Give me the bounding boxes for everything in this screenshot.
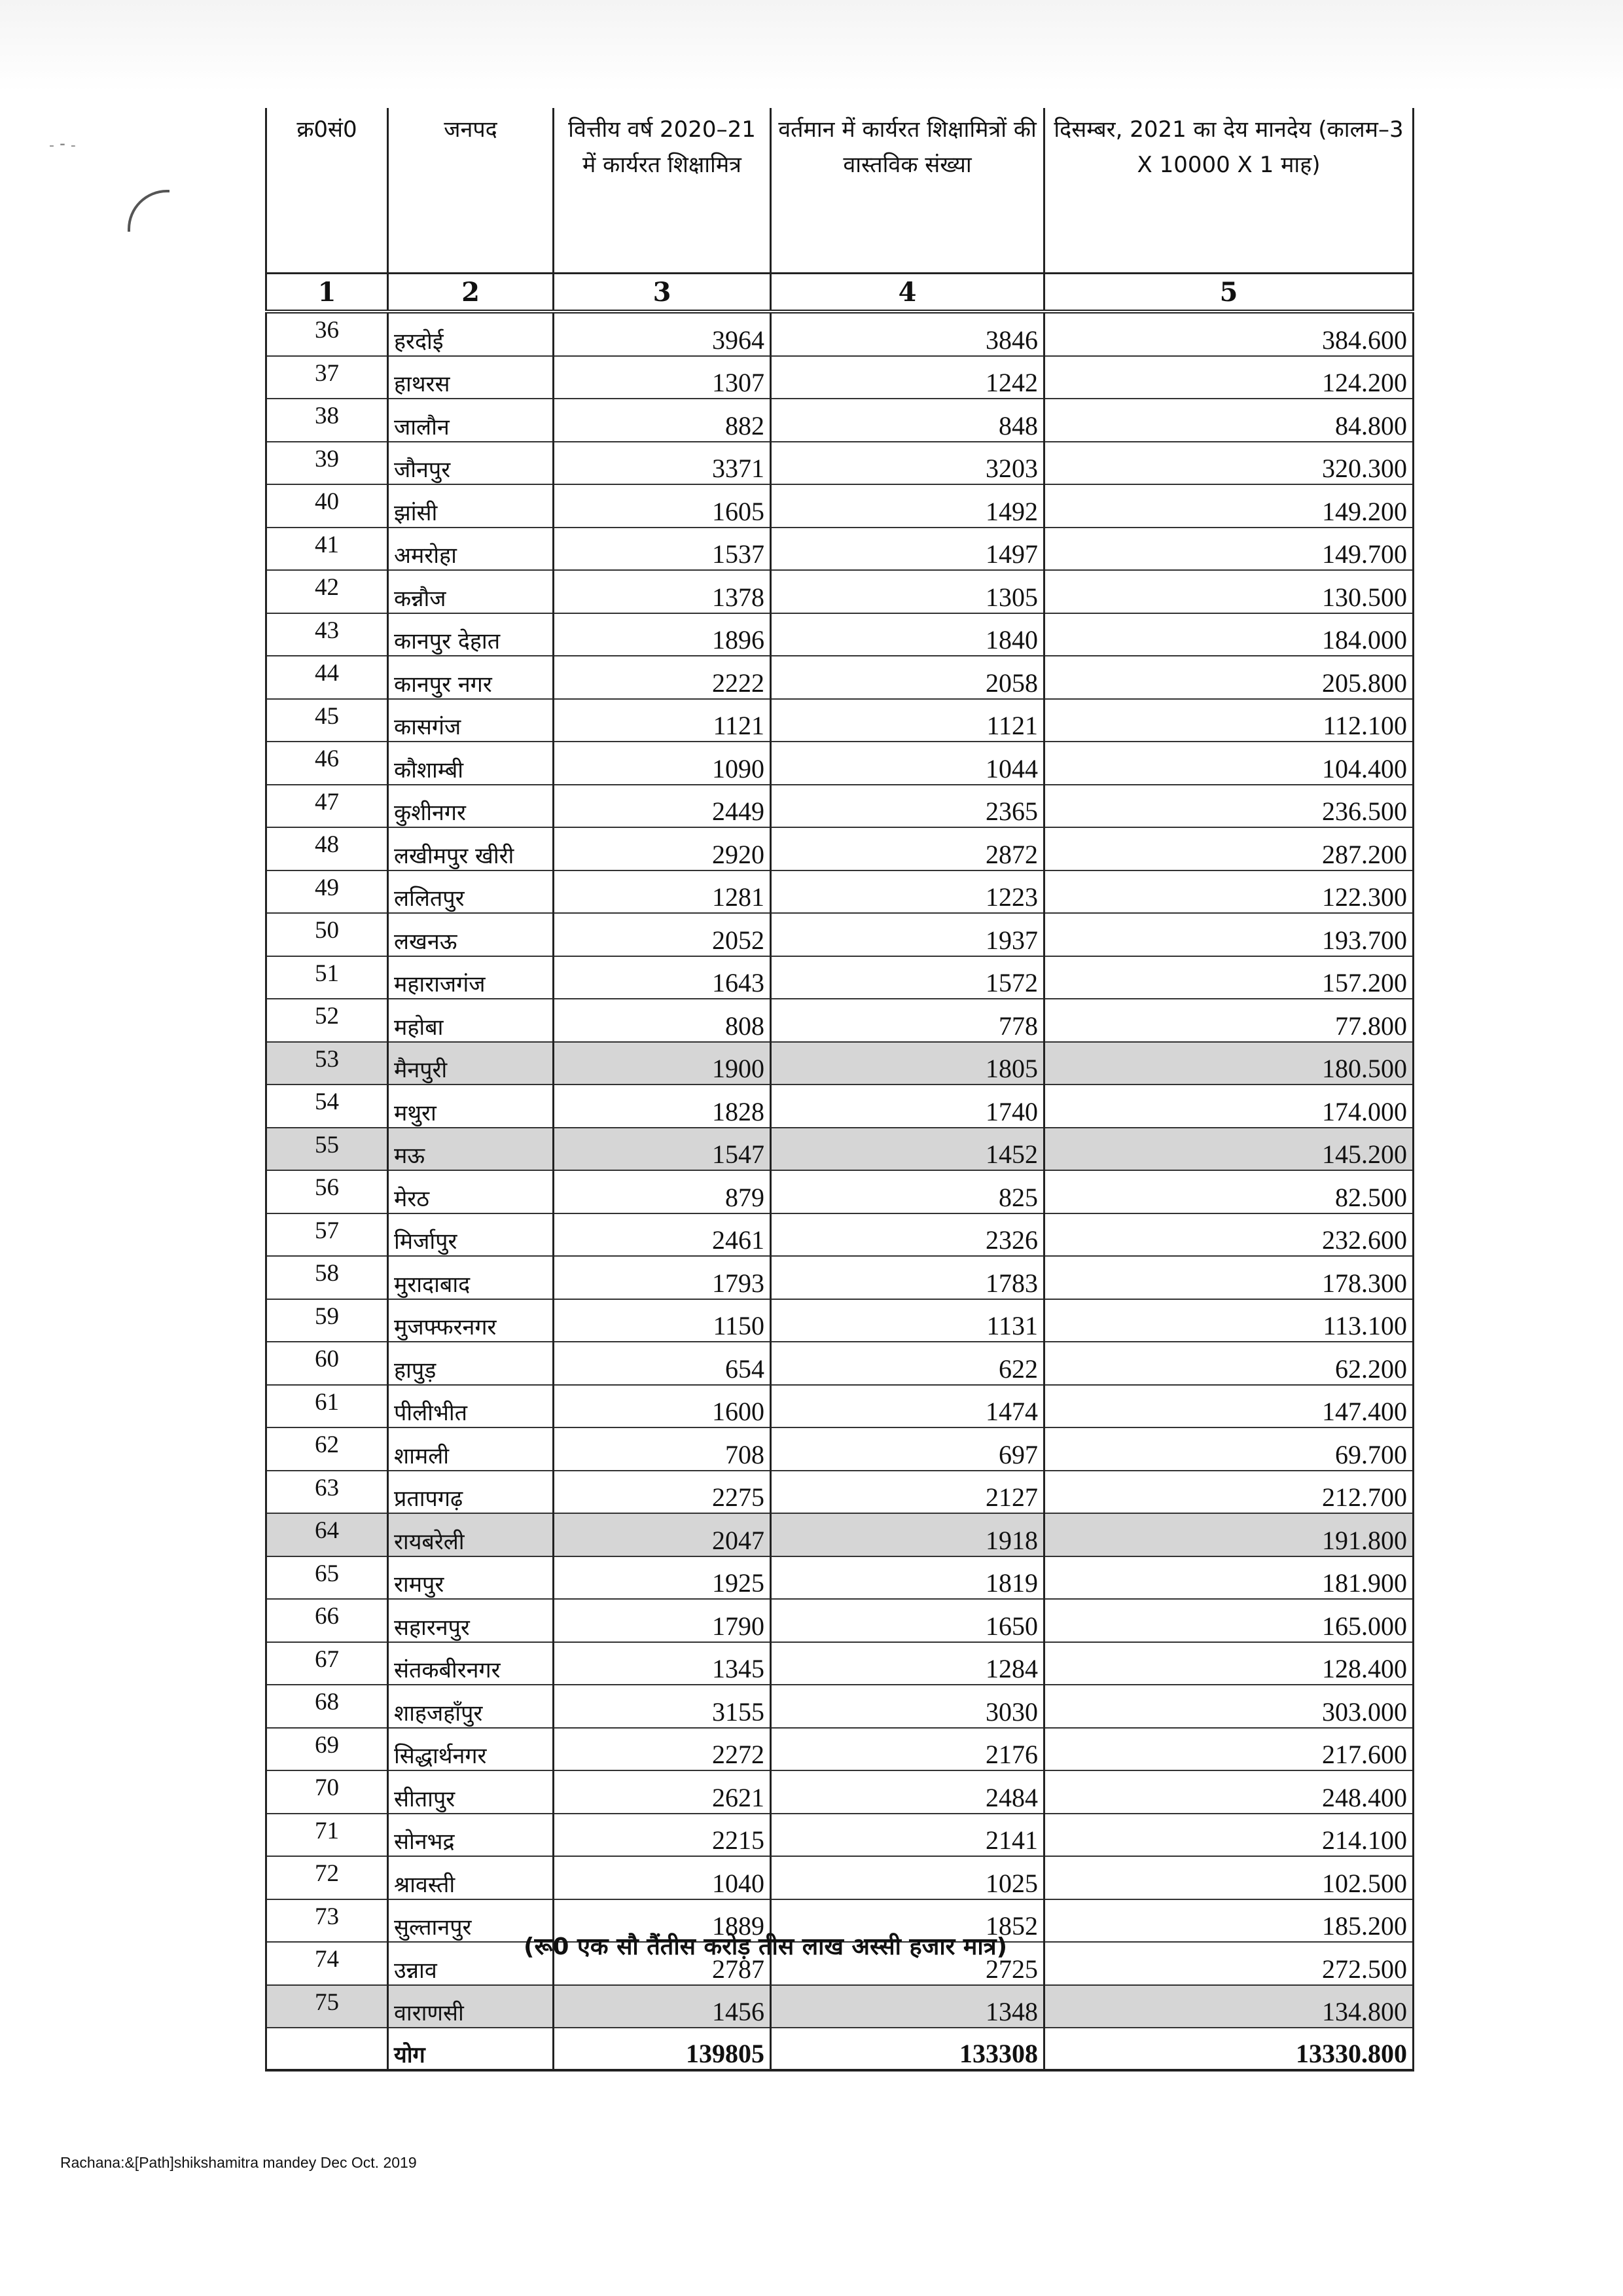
table-row bbox=[266, 1770, 1414, 1814]
fy-2020-21-cell: 2222 bbox=[554, 656, 771, 699]
district-cell: हापुड़ bbox=[388, 1342, 554, 1385]
table-row bbox=[266, 1685, 1414, 1728]
fy-2020-21-cell: 2787 bbox=[554, 1942, 771, 1985]
header-serial-no: क्र0सं0 bbox=[266, 108, 388, 274]
current-count-cell: 1918 bbox=[771, 1513, 1044, 1556]
current-count-cell: 1740 bbox=[771, 1085, 1044, 1128]
serial-no-cell: 55 bbox=[266, 1128, 388, 1171]
district-cell: महाराजगंज bbox=[388, 956, 554, 999]
amount-in-words: (रू0 एक सौ तैंतीस करोड़ तीस लाख अस्सी हजार मात्र) bbox=[524, 1933, 1008, 1960]
serial-no-cell: 56 bbox=[266, 1170, 388, 1213]
honorarium-cell: 232.600 bbox=[1044, 1213, 1414, 1257]
district-cell: जौनपुर bbox=[388, 442, 554, 485]
district-cell: कौशाम्बी bbox=[388, 742, 554, 785]
current-count-cell: 1131 bbox=[771, 1299, 1044, 1342]
current-count-cell: 1840 bbox=[771, 613, 1044, 656]
current-count-cell: 1805 bbox=[771, 1042, 1044, 1085]
fy-2020-21-cell: 808 bbox=[554, 999, 771, 1042]
fy-2020-21-cell: 1537 bbox=[554, 528, 771, 571]
serial-no-cell: 72 bbox=[266, 1856, 388, 1899]
serial-no-cell: 43 bbox=[266, 613, 388, 656]
honorarium-cell: 77.800 bbox=[1044, 999, 1414, 1042]
district-cell: मैनपुरी bbox=[388, 1042, 554, 1085]
column-number-row bbox=[266, 274, 1414, 312]
serial-no-cell: 67 bbox=[266, 1642, 388, 1685]
serial-no-cell: 53 bbox=[266, 1042, 388, 1085]
table-row bbox=[266, 785, 1414, 828]
serial-no-cell: 65 bbox=[266, 1556, 388, 1600]
table-row bbox=[266, 312, 1414, 356]
serial-no-cell: 49 bbox=[266, 870, 388, 914]
fy-2020-21-cell: 1600 bbox=[554, 1385, 771, 1428]
honorarium-cell: 149.200 bbox=[1044, 484, 1414, 528]
district-cell: अमरोहा bbox=[388, 528, 554, 571]
serial-no-cell: 70 bbox=[266, 1770, 388, 1814]
fy-2020-21-cell: 1307 bbox=[554, 356, 771, 399]
district-cell: कासगंज bbox=[388, 699, 554, 742]
table-row bbox=[266, 1085, 1414, 1128]
current-count-cell: 1242 bbox=[771, 356, 1044, 399]
scan-speck: - ⁃ - bbox=[49, 137, 76, 154]
district-cell: लखनऊ bbox=[388, 913, 554, 956]
fy-2020-21-cell: 654 bbox=[554, 1342, 771, 1385]
district-cell: झांसी bbox=[388, 484, 554, 528]
district-cell: रायबरेली bbox=[388, 1513, 554, 1556]
table-row bbox=[266, 1985, 1414, 2028]
honorarium-cell: 104.400 bbox=[1044, 742, 1414, 785]
honorarium-cell: 112.100 bbox=[1044, 699, 1414, 742]
table-row bbox=[266, 699, 1414, 742]
honorarium-cell: 145.200 bbox=[1044, 1128, 1414, 1171]
current-count-cell: 1121 bbox=[771, 699, 1044, 742]
district-cell: हरदोई bbox=[388, 312, 554, 356]
district-cell: वाराणसी bbox=[388, 1985, 554, 2028]
serial-no-cell: 45 bbox=[266, 699, 388, 742]
serial-no-cell: 44 bbox=[266, 656, 388, 699]
honorarium-cell: 134.800 bbox=[1044, 1985, 1414, 2028]
district-cell: कानपुर देहात bbox=[388, 613, 554, 656]
table-row bbox=[266, 827, 1414, 870]
table-row bbox=[266, 1385, 1414, 1428]
table-row bbox=[266, 999, 1414, 1042]
honorarium-cell: 214.100 bbox=[1044, 1814, 1414, 1857]
honorarium-cell: 248.400 bbox=[1044, 1770, 1414, 1814]
current-count-cell: 1452 bbox=[771, 1128, 1044, 1171]
district-cell: हाथरस bbox=[388, 356, 554, 399]
serial-no-cell: 54 bbox=[266, 1085, 388, 1128]
table-row bbox=[266, 1213, 1414, 1257]
fy-2020-21-cell: 2052 bbox=[554, 913, 771, 956]
district-cell: सुल्तानपुर bbox=[388, 1899, 554, 1943]
honorarium-cell: 102.500 bbox=[1044, 1856, 1414, 1899]
current-count-cell: 1819 bbox=[771, 1556, 1044, 1600]
honorarium-cell: 181.900 bbox=[1044, 1556, 1414, 1600]
honorarium-cell: 272.500 bbox=[1044, 1942, 1414, 1985]
district-cell: कुशीनगर bbox=[388, 785, 554, 828]
fy-2020-21-cell: 3155 bbox=[554, 1685, 771, 1728]
current-count-cell: 825 bbox=[771, 1170, 1044, 1213]
honorarium-cell: 157.200 bbox=[1044, 956, 1414, 999]
honorarium-cell: 191.800 bbox=[1044, 1513, 1414, 1556]
district-cell: सहारनपुर bbox=[388, 1599, 554, 1642]
current-count-cell: 1474 bbox=[771, 1385, 1044, 1428]
footer-file-path: Rachana:&[Path]shikshamitra mandey Dec Oct. 2019 bbox=[60, 2154, 417, 2171]
total-fy-2020-21: 139805 bbox=[554, 2028, 771, 2070]
table-row bbox=[266, 1856, 1414, 1899]
current-count-cell: 2141 bbox=[771, 1814, 1044, 1857]
table-row bbox=[266, 870, 1414, 914]
fy-2020-21-cell: 2215 bbox=[554, 1814, 771, 1857]
honorarium-table bbox=[265, 108, 1414, 2072]
serial-no-cell: 42 bbox=[266, 570, 388, 613]
serial-no-cell: 63 bbox=[266, 1471, 388, 1514]
table-row bbox=[266, 913, 1414, 956]
column-number: 5 bbox=[1044, 274, 1414, 312]
current-count-cell: 3030 bbox=[771, 1685, 1044, 1728]
table-row bbox=[266, 1513, 1414, 1556]
honorarium-cell: 185.200 bbox=[1044, 1899, 1414, 1943]
fy-2020-21-cell: 3964 bbox=[554, 312, 771, 356]
fy-2020-21-cell: 1090 bbox=[554, 742, 771, 785]
serial-no-cell: 64 bbox=[266, 1513, 388, 1556]
honorarium-cell: 180.500 bbox=[1044, 1042, 1414, 1085]
serial-no-cell: 48 bbox=[266, 827, 388, 870]
header-honorarium: दिसम्बर, 2021 का देय मानदेय (कालम–3 X 10000 X 1 माह) bbox=[1044, 108, 1414, 274]
current-count-cell: 1025 bbox=[771, 1856, 1044, 1899]
honorarium-cell: 165.000 bbox=[1044, 1599, 1414, 1642]
table-row bbox=[266, 656, 1414, 699]
table-row bbox=[266, 1814, 1414, 1857]
serial-no-cell: 68 bbox=[266, 1685, 388, 1728]
district-cell: मिर्जापुर bbox=[388, 1213, 554, 1257]
honorarium-cell: 236.500 bbox=[1044, 785, 1414, 828]
total-blank-cell bbox=[266, 2028, 388, 2070]
table-row bbox=[266, 742, 1414, 785]
serial-no-cell: 59 bbox=[266, 1299, 388, 1342]
honorarium-cell: 128.400 bbox=[1044, 1642, 1414, 1685]
current-count-cell: 1284 bbox=[771, 1642, 1044, 1685]
table-row bbox=[266, 356, 1414, 399]
district-cell: मऊ bbox=[388, 1128, 554, 1171]
honorarium-cell: 62.200 bbox=[1044, 1342, 1414, 1385]
district-cell: सिद्धार्थनगर bbox=[388, 1728, 554, 1771]
serial-no-cell: 75 bbox=[266, 1985, 388, 2028]
current-count-cell: 2326 bbox=[771, 1213, 1044, 1257]
column-number: 1 bbox=[266, 274, 388, 312]
serial-no-cell: 58 bbox=[266, 1256, 388, 1299]
serial-no-cell: 39 bbox=[266, 442, 388, 485]
serial-no-cell: 52 bbox=[266, 999, 388, 1042]
honorarium-cell: 178.300 bbox=[1044, 1256, 1414, 1299]
fy-2020-21-cell: 1150 bbox=[554, 1299, 771, 1342]
district-cell: संतकबीरनगर bbox=[388, 1642, 554, 1685]
table-row bbox=[266, 1556, 1414, 1600]
district-cell: श्रावस्ती bbox=[388, 1856, 554, 1899]
table-row bbox=[266, 1170, 1414, 1213]
current-count-cell: 1650 bbox=[771, 1599, 1044, 1642]
table-row bbox=[266, 442, 1414, 485]
table-row bbox=[266, 484, 1414, 528]
serial-no-cell: 57 bbox=[266, 1213, 388, 1257]
district-cell: महोबा bbox=[388, 999, 554, 1042]
district-cell: सोनभद्र bbox=[388, 1814, 554, 1857]
total-honorarium: 13330.800 bbox=[1044, 2028, 1414, 2070]
fy-2020-21-cell: 1889 bbox=[554, 1899, 771, 1943]
fy-2020-21-cell: 1896 bbox=[554, 613, 771, 656]
table-row bbox=[266, 613, 1414, 656]
serial-no-cell: 36 bbox=[266, 312, 388, 356]
total-label: योग bbox=[388, 2028, 554, 2070]
district-cell: कानपुर नगर bbox=[388, 656, 554, 699]
district-cell: शामली bbox=[388, 1427, 554, 1471]
honorarium-cell: 69.700 bbox=[1044, 1427, 1414, 1471]
total-current-count: 133308 bbox=[771, 2028, 1044, 2070]
honorarium-cell: 130.500 bbox=[1044, 570, 1414, 613]
serial-no-cell: 41 bbox=[266, 528, 388, 571]
column-number: 4 bbox=[771, 274, 1044, 312]
serial-no-cell: 74 bbox=[266, 1942, 388, 1985]
honorarium-cell: 205.800 bbox=[1044, 656, 1414, 699]
honorarium-cell: 287.200 bbox=[1044, 827, 1414, 870]
district-cell: प्रतापगढ़ bbox=[388, 1471, 554, 1514]
honorarium-cell: 184.000 bbox=[1044, 613, 1414, 656]
serial-no-cell: 69 bbox=[266, 1728, 388, 1771]
serial-no-cell: 71 bbox=[266, 1814, 388, 1857]
table-row bbox=[266, 1427, 1414, 1471]
header-district: जनपद bbox=[388, 108, 554, 274]
district-cell: मुजफ्फरनगर bbox=[388, 1299, 554, 1342]
table-row bbox=[266, 1299, 1414, 1342]
fy-2020-21-cell: 2621 bbox=[554, 1770, 771, 1814]
district-cell: ललितपुर bbox=[388, 870, 554, 914]
fy-2020-21-cell: 1281 bbox=[554, 870, 771, 914]
honorarium-cell: 149.700 bbox=[1044, 528, 1414, 571]
fy-2020-21-cell: 1790 bbox=[554, 1599, 771, 1642]
serial-no-cell: 37 bbox=[266, 356, 388, 399]
district-cell: रामपुर bbox=[388, 1556, 554, 1600]
serial-no-cell: 73 bbox=[266, 1899, 388, 1943]
fy-2020-21-cell: 1040 bbox=[554, 1856, 771, 1899]
header-row bbox=[266, 108, 1414, 274]
fy-2020-21-cell: 882 bbox=[554, 399, 771, 442]
fy-2020-21-cell: 1925 bbox=[554, 1556, 771, 1600]
fy-2020-21-cell: 708 bbox=[554, 1427, 771, 1471]
district-cell: कन्नौज bbox=[388, 570, 554, 613]
honorarium-cell: 82.500 bbox=[1044, 1170, 1414, 1213]
current-count-cell: 2127 bbox=[771, 1471, 1044, 1514]
fy-2020-21-cell: 1900 bbox=[554, 1042, 771, 1085]
header-fy-2020-21: वित्तीय वर्ष 2020–21 में कार्यरत शिक्षामित्र bbox=[554, 108, 771, 274]
district-cell: लखीमपुर खीरी bbox=[388, 827, 554, 870]
fy-2020-21-cell: 1605 bbox=[554, 484, 771, 528]
district-cell: मुरादाबाद bbox=[388, 1256, 554, 1299]
district-cell: शाहजहाँपुर bbox=[388, 1685, 554, 1728]
fy-2020-21-cell: 1547 bbox=[554, 1128, 771, 1171]
current-count-cell: 2725 bbox=[771, 1942, 1044, 1985]
honorarium-cell: 303.000 bbox=[1044, 1685, 1414, 1728]
current-count-cell: 3846 bbox=[771, 312, 1044, 356]
current-count-cell: 1348 bbox=[771, 1985, 1044, 2028]
serial-no-cell: 66 bbox=[266, 1599, 388, 1642]
honorarium-cell: 124.200 bbox=[1044, 356, 1414, 399]
table-row bbox=[266, 399, 1414, 442]
fy-2020-21-cell: 3371 bbox=[554, 442, 771, 485]
table-row bbox=[266, 1642, 1414, 1685]
current-count-cell: 622 bbox=[771, 1342, 1044, 1385]
current-count-cell: 1783 bbox=[771, 1256, 1044, 1299]
column-number: 2 bbox=[388, 274, 554, 312]
fy-2020-21-cell: 2461 bbox=[554, 1213, 771, 1257]
current-count-cell: 1572 bbox=[771, 956, 1044, 999]
table-row bbox=[266, 1042, 1414, 1085]
table-row bbox=[266, 528, 1414, 571]
serial-no-cell: 61 bbox=[266, 1385, 388, 1428]
honorarium-cell: 84.800 bbox=[1044, 399, 1414, 442]
table-row bbox=[266, 570, 1414, 613]
fy-2020-21-cell: 1828 bbox=[554, 1085, 771, 1128]
table-row bbox=[266, 956, 1414, 999]
current-count-cell: 697 bbox=[771, 1427, 1044, 1471]
current-count-cell: 848 bbox=[771, 399, 1044, 442]
honorarium-cell: 113.100 bbox=[1044, 1299, 1414, 1342]
fy-2020-21-cell: 1378 bbox=[554, 570, 771, 613]
current-count-cell: 1492 bbox=[771, 484, 1044, 528]
honorarium-cell: 320.300 bbox=[1044, 442, 1414, 485]
current-count-cell: 1852 bbox=[771, 1899, 1044, 1943]
serial-no-cell: 38 bbox=[266, 399, 388, 442]
serial-no-cell: 60 bbox=[266, 1342, 388, 1385]
current-count-cell: 2872 bbox=[771, 827, 1044, 870]
current-count-cell: 1044 bbox=[771, 742, 1044, 785]
district-cell: जालौन bbox=[388, 399, 554, 442]
table-row bbox=[266, 1599, 1414, 1642]
current-count-cell: 1497 bbox=[771, 528, 1044, 571]
district-cell: उन्नाव bbox=[388, 1942, 554, 1985]
honorarium-cell: 212.700 bbox=[1044, 1471, 1414, 1514]
current-count-cell: 2365 bbox=[771, 785, 1044, 828]
district-cell: पीलीभीत bbox=[388, 1385, 554, 1428]
column-number: 3 bbox=[554, 274, 771, 312]
fy-2020-21-cell: 1121 bbox=[554, 699, 771, 742]
fy-2020-21-cell: 2272 bbox=[554, 1728, 771, 1771]
fy-2020-21-cell: 1643 bbox=[554, 956, 771, 999]
fy-2020-21-cell: 1793 bbox=[554, 1256, 771, 1299]
serial-no-cell: 46 bbox=[266, 742, 388, 785]
fy-2020-21-cell: 1456 bbox=[554, 1985, 771, 2028]
serial-no-cell: 62 bbox=[266, 1427, 388, 1471]
fy-2020-21-cell: 1345 bbox=[554, 1642, 771, 1685]
fy-2020-21-cell: 2920 bbox=[554, 827, 771, 870]
current-count-cell: 1937 bbox=[771, 913, 1044, 956]
fy-2020-21-cell: 2275 bbox=[554, 1471, 771, 1514]
serial-no-cell: 40 bbox=[266, 484, 388, 528]
table-row bbox=[266, 1128, 1414, 1171]
current-count-cell: 2176 bbox=[771, 1728, 1044, 1771]
current-count-cell: 3203 bbox=[771, 442, 1044, 485]
district-cell: मथुरा bbox=[388, 1085, 554, 1128]
honorarium-cell: 193.700 bbox=[1044, 913, 1414, 956]
honorarium-cell: 217.600 bbox=[1044, 1728, 1414, 1771]
total-row bbox=[266, 2028, 1414, 2070]
serial-no-cell: 47 bbox=[266, 785, 388, 828]
honorarium-cell: 122.300 bbox=[1044, 870, 1414, 914]
header-current-count: वर्तमान में कार्यरत शिक्षामित्रों की वास्तविक संख्या bbox=[771, 108, 1044, 274]
fy-2020-21-cell: 879 bbox=[554, 1170, 771, 1213]
table-row bbox=[266, 1471, 1414, 1514]
serial-no-cell: 50 bbox=[266, 913, 388, 956]
table-row bbox=[266, 1256, 1414, 1299]
district-cell: सीतापुर bbox=[388, 1770, 554, 1814]
current-count-cell: 1305 bbox=[771, 570, 1044, 613]
current-count-cell: 1223 bbox=[771, 870, 1044, 914]
serial-no-cell: 51 bbox=[266, 956, 388, 999]
current-count-cell: 2058 bbox=[771, 656, 1044, 699]
fy-2020-21-cell: 2449 bbox=[554, 785, 771, 828]
fy-2020-21-cell: 2047 bbox=[554, 1513, 771, 1556]
honorarium-cell: 384.600 bbox=[1044, 312, 1414, 356]
current-count-cell: 2484 bbox=[771, 1770, 1044, 1814]
current-count-cell: 778 bbox=[771, 999, 1044, 1042]
honorarium-cell: 147.400 bbox=[1044, 1385, 1414, 1428]
honorarium-cell: 174.000 bbox=[1044, 1085, 1414, 1128]
district-cell: मेरठ bbox=[388, 1170, 554, 1213]
table-row bbox=[266, 1342, 1414, 1385]
table-row bbox=[266, 1728, 1414, 1771]
